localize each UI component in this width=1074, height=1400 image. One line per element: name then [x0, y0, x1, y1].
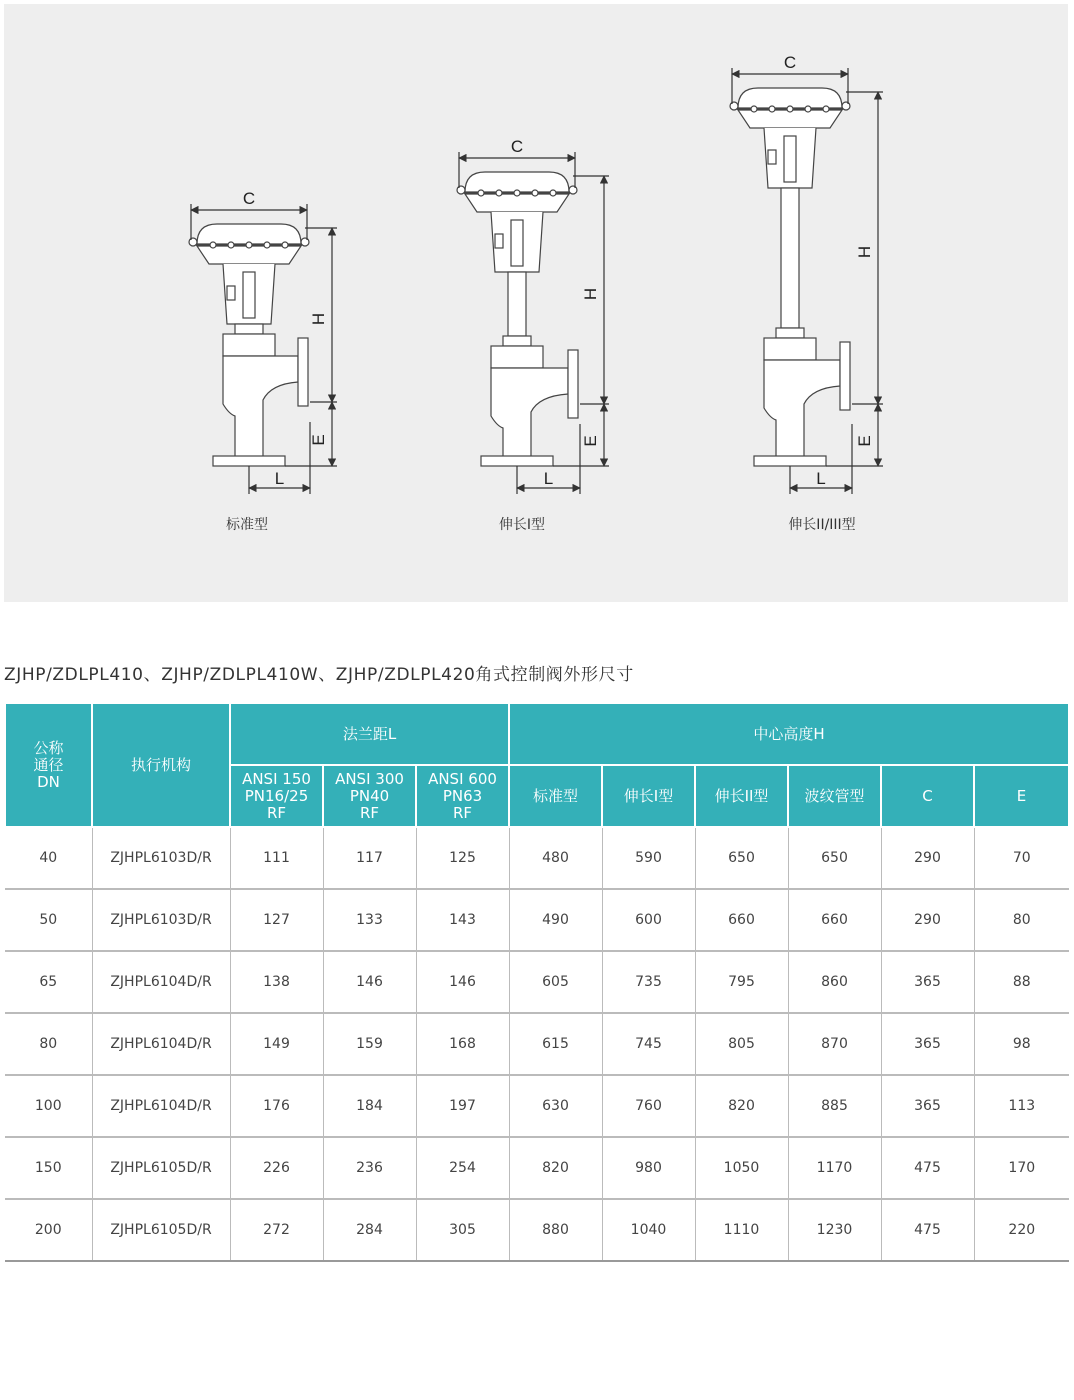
table-cell: 125 — [416, 827, 509, 889]
table-cell: 150 — [5, 1137, 92, 1199]
bolt — [823, 106, 829, 112]
table-cell: 650 — [788, 827, 881, 889]
table-cell: 159 — [323, 1013, 416, 1075]
table-row — [5, 889, 1069, 951]
table-row — [5, 951, 1069, 1013]
extension-bonnet — [508, 272, 526, 336]
table-cell: 1230 — [788, 1199, 881, 1261]
header-ansi300: ANSI 300 PN40 RF — [323, 765, 416, 827]
section-title: ZJHP/ZDLPL410、ZJHP/ZDLPL410W、ZJHP/ZDLPL420角式控制阀外形尺寸 — [4, 665, 634, 685]
header-height-group: 中心高度H — [509, 703, 1069, 765]
table-cell: 220 — [974, 1199, 1069, 1261]
dimension-label-e: E — [581, 435, 600, 447]
table-cell: 615 — [509, 1013, 602, 1075]
table-cell: 630 — [509, 1075, 602, 1137]
side-flange — [298, 338, 308, 406]
table-cell: 200 — [5, 1199, 92, 1261]
table-cell: ZJHPL6105D/R — [92, 1199, 230, 1261]
actuator-lower — [465, 194, 569, 212]
table-cell: 1170 — [788, 1137, 881, 1199]
dimension-label-e: E — [855, 435, 874, 447]
table-cell: 226 — [230, 1137, 323, 1199]
positioner — [768, 150, 776, 164]
table-cell: 50 — [5, 889, 92, 951]
dimension-label-l: L — [274, 469, 285, 488]
valve-body — [764, 360, 840, 458]
table-cell: 760 — [602, 1075, 695, 1137]
dimension-label-c: C — [510, 137, 524, 156]
table-cell: 88 — [974, 951, 1069, 1013]
table-cell: 805 — [695, 1013, 788, 1075]
table-cell: 184 — [323, 1075, 416, 1137]
bonnet-neck — [503, 336, 531, 346]
stem-connector — [511, 220, 523, 266]
bolt — [210, 242, 216, 248]
table-cell: 885 — [788, 1075, 881, 1137]
table-row — [5, 827, 1069, 889]
table-row — [5, 1137, 1069, 1199]
bolt — [478, 190, 484, 196]
table-cell: 490 — [509, 889, 602, 951]
table-cell: 605 — [509, 951, 602, 1013]
header-dn: 公称 通径 DN — [5, 703, 92, 827]
table-cell: 820 — [695, 1075, 788, 1137]
table-cell: 660 — [788, 889, 881, 951]
header-e: E — [974, 765, 1069, 827]
lift-eye — [842, 102, 850, 110]
dimension-figure — [4, 4, 1068, 602]
table-cell: 113 — [974, 1075, 1069, 1137]
bottom-flange — [754, 456, 826, 466]
bolt — [751, 106, 757, 112]
table-cell: 1050 — [695, 1137, 788, 1199]
dimension-label-h: H — [855, 245, 874, 259]
bolt — [282, 242, 288, 248]
table-cell: 100 — [5, 1075, 92, 1137]
body-top — [223, 334, 275, 356]
bottom-flange — [481, 456, 553, 466]
table-cell: 254 — [416, 1137, 509, 1199]
lift-eye — [189, 238, 197, 246]
table-row — [5, 1013, 1069, 1075]
header-extended-2: 伸长II型 — [695, 765, 788, 827]
bolt — [787, 106, 793, 112]
bolt — [228, 242, 234, 248]
table-cell: 290 — [881, 827, 974, 889]
table-cell: 133 — [323, 889, 416, 951]
table-cell: 80 — [5, 1013, 92, 1075]
lift-eye — [569, 186, 577, 194]
side-flange — [840, 342, 850, 410]
dimension-table — [4, 702, 1070, 1262]
table-cell: 1110 — [695, 1199, 788, 1261]
table-cell: 365 — [881, 1075, 974, 1137]
bonnet-neck — [235, 324, 263, 334]
table-row — [5, 1075, 1069, 1137]
header-flange-group: 法兰距L — [230, 703, 509, 765]
positioner — [495, 234, 503, 248]
table-cell: 149 — [230, 1013, 323, 1075]
bottom-flange — [213, 456, 285, 466]
header-actuator: 执行机构 — [92, 703, 230, 827]
table-cell: ZJHPL6104D/R — [92, 951, 230, 1013]
header-c: C — [881, 765, 974, 827]
positioner — [227, 286, 235, 300]
stem-connector — [784, 136, 796, 182]
dimension-label-c: C — [242, 189, 256, 208]
bolt — [532, 190, 538, 196]
table-cell: 117 — [323, 827, 416, 889]
side-flange — [568, 350, 578, 418]
valve-body — [491, 368, 568, 458]
table-cell: 820 — [509, 1137, 602, 1199]
table-cell: 168 — [416, 1013, 509, 1075]
table-cell: 600 — [602, 889, 695, 951]
table-body — [5, 827, 1069, 1261]
table-cell: 660 — [695, 889, 788, 951]
table-cell: 197 — [416, 1075, 509, 1137]
table-cell: 480 — [509, 827, 602, 889]
body-top — [491, 346, 543, 368]
table-cell: 146 — [323, 951, 416, 1013]
actuator-lower — [738, 110, 842, 128]
table-cell: 475 — [881, 1137, 974, 1199]
dimension-label-h: H — [309, 312, 328, 326]
table-cell: 365 — [881, 951, 974, 1013]
dimension-label-e: E — [309, 434, 328, 446]
header-ansi600: ANSI 600 PN63 RF — [416, 765, 509, 827]
dimension-label-h: H — [581, 287, 600, 301]
actuator-upper — [465, 172, 569, 192]
table-cell: 860 — [788, 951, 881, 1013]
table-cell: 475 — [881, 1199, 974, 1261]
table-cell: 590 — [602, 827, 695, 889]
table-cell: 980 — [602, 1137, 695, 1199]
lift-eye — [730, 102, 738, 110]
table-cell: 138 — [230, 951, 323, 1013]
bolt — [769, 106, 775, 112]
table-cell: 70 — [974, 827, 1069, 889]
table-cell: 305 — [416, 1199, 509, 1261]
extension-bonnet — [781, 188, 799, 328]
table-cell: 40 — [5, 827, 92, 889]
dimension-label-l: L — [816, 469, 826, 488]
body-top — [764, 338, 816, 360]
table-cell: ZJHPL6105D/R — [92, 1137, 230, 1199]
table-cell: 170 — [974, 1137, 1069, 1199]
table-cell: 146 — [416, 951, 509, 1013]
table-cell: 735 — [602, 951, 695, 1013]
table-cell: ZJHPL6104D/R — [92, 1075, 230, 1137]
table-cell: 1040 — [602, 1199, 695, 1261]
bolt — [805, 106, 811, 112]
bolt — [550, 190, 556, 196]
caption-extended-1: 伸长Ⅰ型 — [498, 517, 546, 533]
bolt — [496, 190, 502, 196]
actuator-lower — [197, 246, 301, 264]
dimension-label-c: C — [783, 53, 797, 72]
table-cell: 80 — [974, 889, 1069, 951]
table-cell: 272 — [230, 1199, 323, 1261]
table-cell: ZJHPL6103D/R — [92, 889, 230, 951]
table-cell: ZJHPL6104D/R — [92, 1013, 230, 1075]
actuator-upper — [738, 88, 842, 108]
dimension-label-l: L — [543, 469, 554, 488]
header-extended-1: 伸长I型 — [602, 765, 695, 827]
bolt — [246, 242, 252, 248]
table-cell: 98 — [974, 1013, 1069, 1075]
caption-standard: 标准型 — [226, 517, 268, 533]
bolt — [264, 242, 270, 248]
header-standard: 标准型 — [509, 765, 602, 827]
actuator-upper — [197, 224, 301, 244]
table-cell: 236 — [323, 1137, 416, 1199]
table-cell: 650 — [695, 827, 788, 889]
bolt — [514, 190, 520, 196]
table-cell: 143 — [416, 889, 509, 951]
valve-drawings — [4, 4, 1068, 602]
table-cell: 127 — [230, 889, 323, 951]
table-cell: 284 — [323, 1199, 416, 1261]
table-cell: 111 — [230, 827, 323, 889]
table-cell: 880 — [509, 1199, 602, 1261]
lift-eye — [457, 186, 465, 194]
table-cell: 290 — [881, 889, 974, 951]
stem-connector — [243, 272, 255, 318]
table-cell: ZJHPL6103D/R — [92, 827, 230, 889]
table-cell: 795 — [695, 951, 788, 1013]
table-row — [5, 1199, 1069, 1261]
header-bellows: 波纹管型 — [788, 765, 881, 827]
table-cell: 870 — [788, 1013, 881, 1075]
bonnet-neck — [776, 328, 804, 338]
lift-eye — [301, 238, 309, 246]
table-cell: 176 — [230, 1075, 323, 1137]
table-cell: 365 — [881, 1013, 974, 1075]
table-cell: 745 — [602, 1013, 695, 1075]
header-ansi150: ANSI 150 PN16/25 RF — [230, 765, 323, 827]
valve-body — [223, 356, 298, 458]
caption-extended-2-3: 伸长II/III型 — [788, 517, 856, 533]
table-cell: 65 — [5, 951, 92, 1013]
